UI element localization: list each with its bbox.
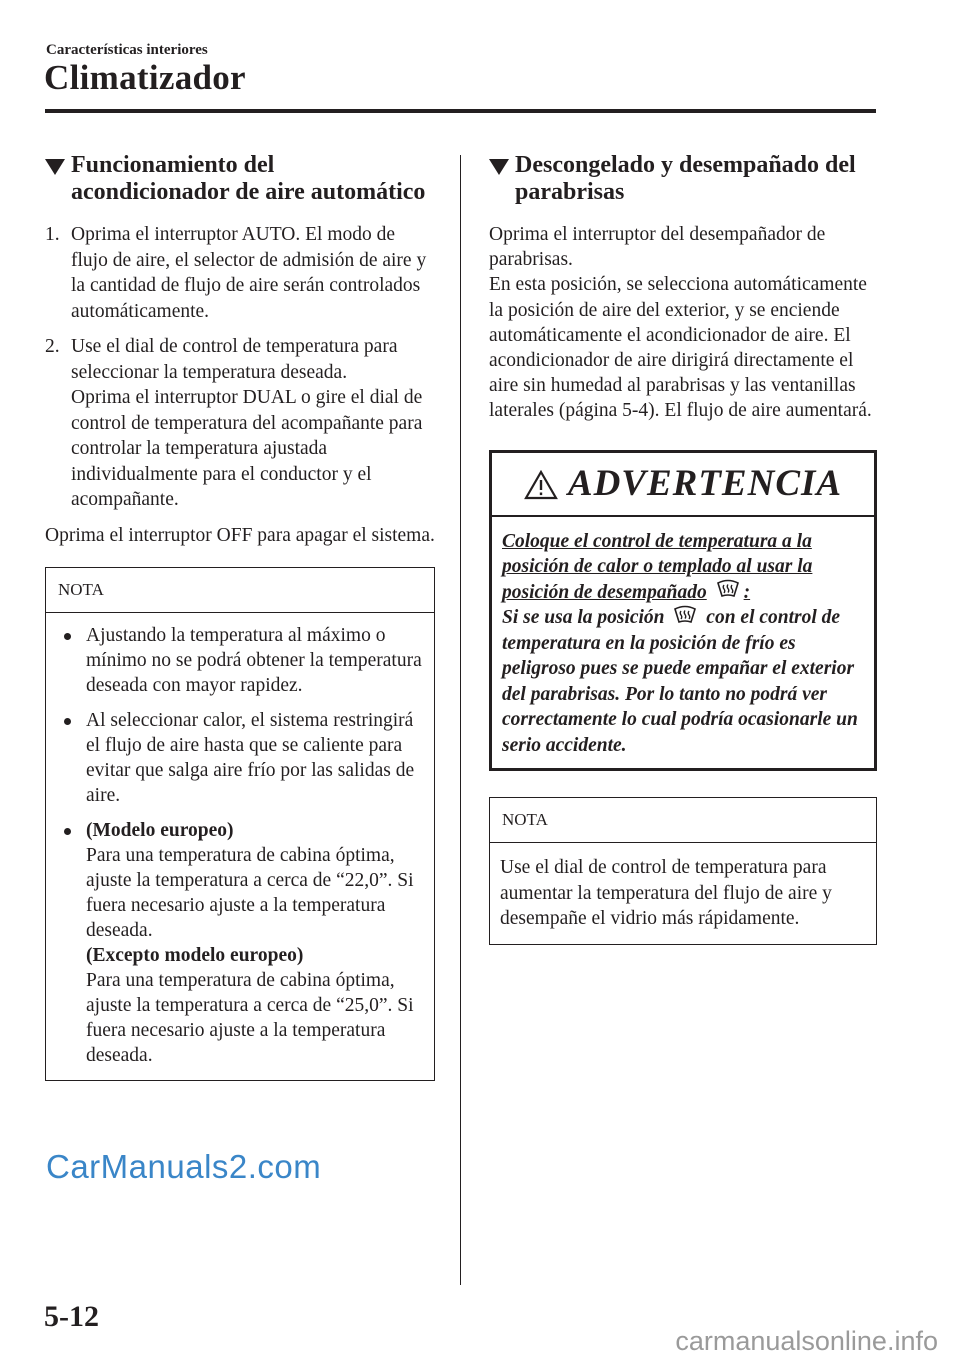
windshield-defroster-icon (673, 605, 697, 625)
warning-text-pre: Si se usa la posición (502, 607, 665, 629)
left-heading (45, 152, 435, 206)
section-label: Características interiores (46, 42, 208, 58)
right-column (489, 152, 877, 945)
warning-title: ADVERTENCIA (567, 462, 843, 504)
left-column (45, 152, 435, 1081)
nota-box (45, 567, 435, 1081)
step-item (45, 222, 435, 324)
nota-body (46, 613, 434, 1080)
intro-line: Oprima el interruptor del desempañador de parabrisas. (489, 224, 826, 271)
step-item (45, 334, 435, 513)
nota-bullet (58, 623, 422, 698)
bullet-text: Ajustando la temperatura al máximo o mínimo no se podrá obtener la temperatura deseada con mayor rapidez. (86, 624, 422, 696)
bullet-text: Al seleccionar calor, el sistema restringirá el flujo de aire hasta que se caliente para evitar que salga aire frío por las salidas de aire. (86, 709, 415, 806)
triangle-marker-icon (45, 159, 65, 175)
page-number: 5-12 (44, 1300, 99, 1333)
triangle-marker-icon (489, 159, 509, 175)
right-heading-text: Descongelado y desempañado del parabrisas (515, 152, 856, 205)
left-heading-text: Funcionamiento del acondicionador de aire automático (71, 152, 426, 205)
off-instruction: Oprima el interruptor OFF para apagar el sistema. (45, 524, 435, 546)
watermark-link[interactable]: CarManuals2.com (46, 1148, 322, 1185)
bullet-text: Para una temperatura de cabina óptima, ajuste la temperatura a cerca de “25,0”. Si fuera necesario ajuste a la temperatura deseada. (86, 969, 414, 1066)
warning-body (492, 517, 874, 769)
bullet-bold-label: (Modelo europeo) (86, 819, 234, 841)
nota-label: NOTA (490, 798, 876, 843)
bullet-dot-icon (64, 828, 71, 835)
column-divider (460, 155, 461, 1285)
bullet-text: Para una temperatura de cabina óptima, ajuste la temperatura a cerca de “22,0”. Si fuera necesario ajuste a la temperatura deseada. (86, 844, 414, 941)
step-number: 1. (45, 224, 60, 245)
nota-box-right (489, 797, 877, 945)
nota-bullet (58, 708, 422, 808)
intro-paragraph: En esta posición, se selecciona automáticamente la posición de aire del exterior, y se enciende automáticamente el acondicionador de aire. El acondicionador de aire dirigirá directamente el aire sin humedad al parabrisas y las ventanillas laterales (página 5-4). El flujo de aire aumentará. (489, 274, 872, 422)
warning-header (492, 453, 874, 517)
warning-underlined-text: Coloque el control de temperatura a la posición de calor o templado al usar la posición de desempañado (502, 530, 813, 603)
step-text-continued: Oprima el interruptor DUAL o gire el dial de control de temperatura del acompañante para controlar la temperatura ajustada individualmente para el conductor y el acompañante. (71, 387, 423, 510)
nota-body: Use el dial de control de temperatura para aumentar la temperatura del flujo de aire y desempañe el vidrio más rápidamente. (500, 857, 832, 930)
footer-site-link[interactable]: carmanualsonline.info (675, 1326, 938, 1356)
windshield-defroster-icon (716, 579, 740, 599)
steps-list (45, 222, 435, 513)
warning-box (489, 450, 877, 772)
step-number: 2. (45, 336, 60, 357)
right-intro (489, 222, 877, 424)
warning-triangle-icon (524, 470, 558, 500)
bullet-bold-label: (Excepto modelo europeo) (86, 944, 304, 966)
bullet-dot-icon (64, 633, 71, 640)
right-heading (489, 152, 877, 206)
warning-colon: : (743, 581, 751, 603)
header-rule (45, 109, 876, 113)
nota-bullet (58, 818, 422, 1068)
warning-text-post: con el control de temperatura en la posición de frío es peligroso pues se puede empañar el exterior del parabrisas. Por lo tanto no podrá ver correctamente lo cual podría ocasionarle un serio accidente. (502, 607, 858, 756)
nota-label: NOTA (46, 568, 434, 613)
page-title: Climatizador (44, 58, 246, 97)
step-text: Oprima el interruptor AUTO. El modo de flujo de aire, el selector de admisión de aire y la cantidad de flujo de aire serán controlados automáticamente. (71, 224, 427, 322)
step-text: Use el dial de control de temperatura para seleccionar la temperatura deseada. (71, 336, 398, 383)
bullet-dot-icon (64, 718, 71, 725)
